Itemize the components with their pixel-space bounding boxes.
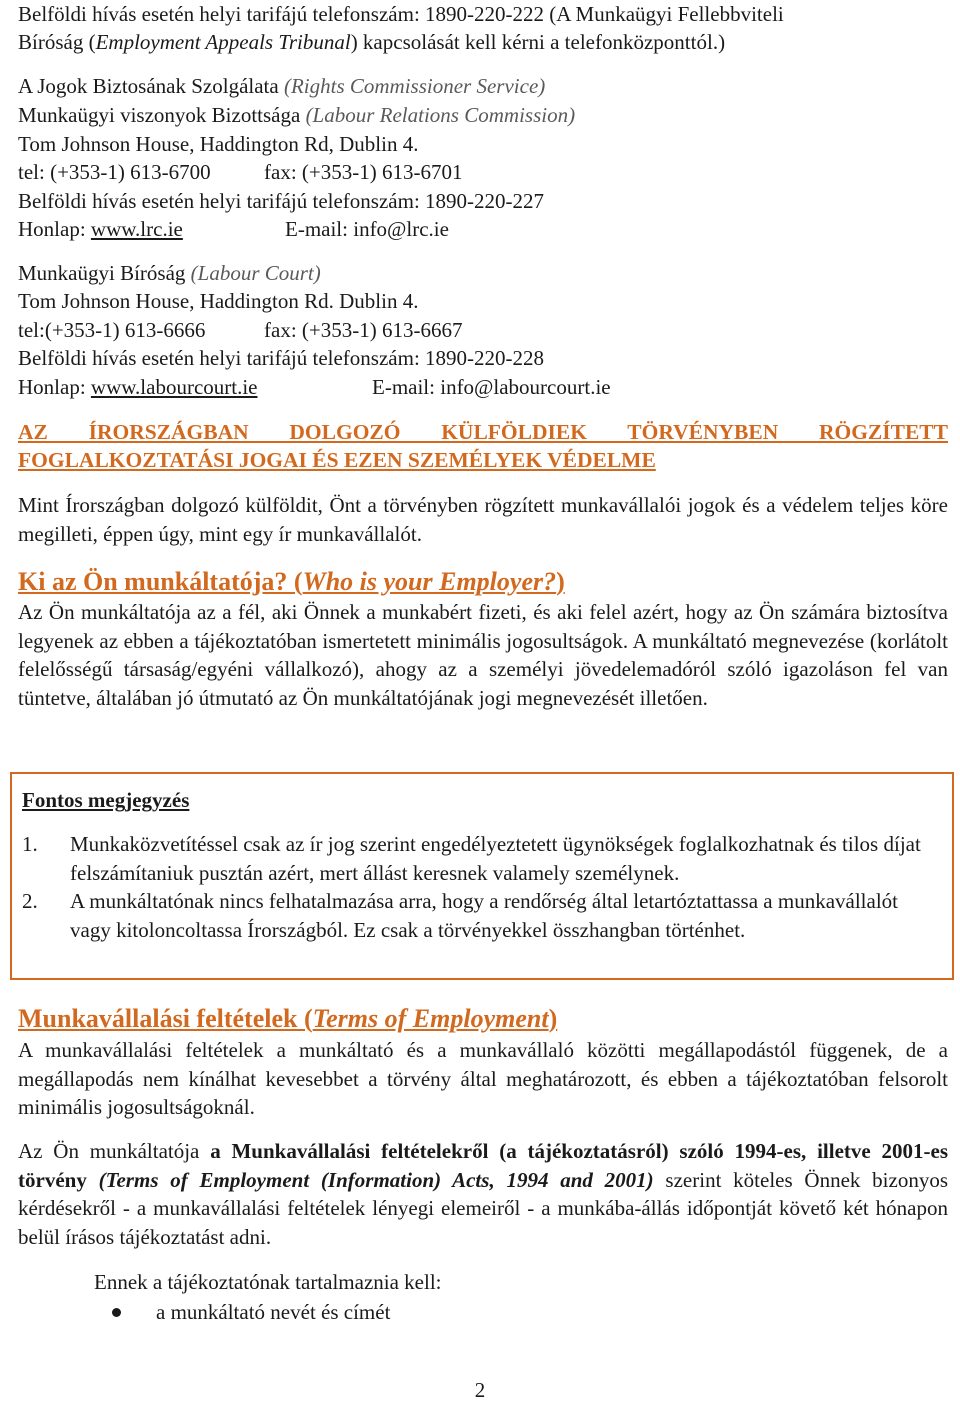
note-item-1-number: 1.	[22, 832, 38, 856]
terms-bullet-1: a munkáltató nevét és címét	[156, 1300, 391, 1324]
terms-paragraph-1: A munkavállalási feltételek a munkáltató és a munkavállaló közötti megállapodástól függenek, de a megállapodás nem kínálhat kevesebbet a törvény által meghatározott, és ebben a tájékoztatóban felsorolt minimális jogosultságoknál.	[18, 1038, 948, 1119]
important-note-box	[10, 772, 954, 980]
court-email: E-mail: info@labourcourt.ie	[372, 375, 611, 399]
foreign-workers-paragraph: Mint Írországban dolgozó külföldit, Önt a törvényben rögzített munkavállalói jogok és a védelem teljes köre megilleti, éppen úgy, mint egy ír munkavállalót.	[18, 493, 948, 546]
top-line-2: Bíróság (Employment Appeals Tribunal) kapcsolását kell kérni a telefonközponttól.)	[18, 30, 726, 54]
court-tel: tel:(+353-1) 613-6666	[18, 318, 206, 342]
rights-local-phone: Belföldi hívás esetén helyi tarifájú telefonszám: 1890-220-227	[18, 189, 545, 213]
top-line-1: Belföldi hívás esetén helyi tarifájú telefonszám: 1890-220-222 (A Munkaügyi Fellebbviteli	[18, 2, 784, 26]
rights-address: Tom Johnson House, Haddington Rd, Dublin 4.	[18, 132, 419, 156]
employer-heading: Ki az Ön munkáltatója? (Who is your Employer?)	[18, 567, 565, 596]
note-item-1-text: Munkaközvetítéssel csak az ír jog szerint engedélyeztetett ügynökségek foglalkozhatnak és tilos díjat felszámítaniuk pusztán azért, mert állást keresnek valamely személynek.	[70, 832, 921, 885]
court-local-phone: Belföldi hívás esetén helyi tarifájú telefonszám: 1890-220-228	[18, 346, 545, 370]
court-title: Munkaügyi Bíróság (Labour Court)	[18, 261, 321, 285]
rights-email: E-mail: info@lrc.ie	[285, 217, 449, 241]
court-fax: fax: (+353-1) 613-6667	[264, 318, 463, 342]
terms-heading: Munkavállalási feltételek (Terms of Employment)	[18, 1004, 558, 1033]
rights-commission: Munkaügyi viszonyok Bizottsága (Labour Relations Commission)	[18, 103, 576, 127]
note-item-2-text: A munkáltatónak nincs felhatalmazása arra, hogy a rendőrség által letartóztattassa a munkavállalót vagy kitoloncoltassa Írországból. Ez csak a törvényekkel összhangban történhet.	[70, 889, 899, 942]
terms-paragraph-2: Az Ön munkáltatója a Munkavállalási feltételekről (a tájékoztatásról) szóló 1994-es, illetve 2001-es törvény (Terms of Employment (Information) Acts, 1994 and 2001) szerint köteles Önnek bizonyos kérdésekről - a munkavállalási feltételek lényegi elemeiről - a munkába-állás időpontját követő két hónapon belül írásos tájékoztatást adni.	[18, 1139, 949, 1249]
note-item-2-number: 2.	[22, 889, 38, 913]
rights-web-link[interactable]: www.lrc.ie	[90, 217, 183, 241]
court-web: Honlap: www.labourcourt.ie	[18, 375, 258, 399]
rights-web: Honlap: www.lrc.ie	[18, 217, 183, 241]
employer-paragraph: Az Ön munkáltatója az a fél, aki Önnek a munkabért fizeti, és aki felel azért, hogy az Ön számára biztosítva legyenek az ebben a tájékoztatóban ismertetett minimális jogosultságok. A munkáltató megnevezése (korlátolt felelősségű társaság/egyéni vállalkozó), ahogy az a személyi jövedelemadóról szóló igazoláson fel van tüntetve, általában jó útmutató az Ön munkáltatójának jogi megnevezését illetően.	[18, 600, 948, 710]
rights-tel: tel: (+353-1) 613-6700	[18, 160, 211, 184]
court-address: Tom Johnson House, Haddington Rd. Dublin 4.	[18, 289, 419, 313]
page-number: 2	[474, 1378, 486, 1402]
note-title: Fontos megjegyzés	[22, 788, 190, 812]
rights-fax: fax: (+353-1) 613-6701	[264, 160, 463, 184]
foreign-workers-heading: AZ ÍRORSZÁGBAN DOLGOZÓ KÜLFÖLDIEK TÖRVÉNYBEN RÖGZÍTETT FOGLALKOZTATÁSI JOGAI ÉS EZEN SZEMÉLYEK VÉDELME	[18, 420, 948, 472]
court-web-link[interactable]: www.labourcourt.ie	[90, 375, 258, 399]
rights-title: A Jogok Biztosának Szolgálata (Rights Commissioner Service)	[18, 74, 546, 98]
bullet-dot-icon	[112, 1308, 121, 1317]
terms-list-intro: Ennek a tájékoztatónak tartalmaznia kell:	[94, 1270, 442, 1294]
